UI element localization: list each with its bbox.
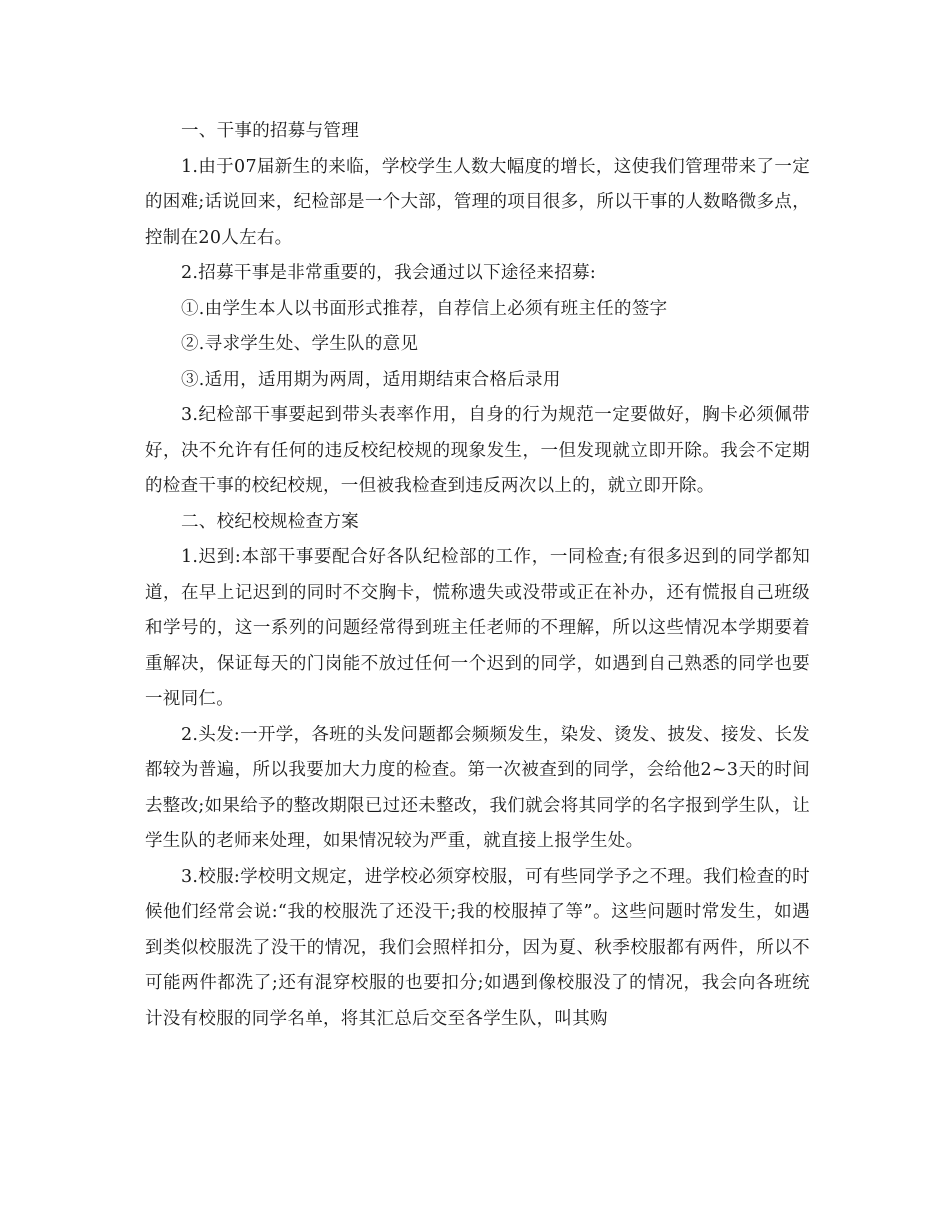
paragraph-hair: 2.头发:一开学，各班的头发问题都会频频发生，染发、烫发、披发、接发、长发都较为普遍，所以我要加大力度的检查。第一次被查到的同学，会给他2~3天的时间去整改;如果给予的整改期限已过还未整改，我们就会将其同学的名字报到学生队，让学生队的老师来处理，如果情况较为严重，就直接上报学生处。 [145, 724, 810, 851]
paragraph-staff-count: 1.由于07届新生的来临，学校学生人数大幅度的增长，这使我们管理带来了一定的困难;话说回来，纪检部是一个大部，管理的项目很多，所以干事的人数略微多点，控制在20人左右。 [145, 156, 810, 248]
list-item-recommendation: ①.由学生本人以书面形式推荐，自荐信上必须有班主任的签字 [181, 298, 668, 319]
list-item-opinions: ②.寻求学生处、学生队的意见 [181, 334, 419, 354]
section-heading-recruitment: 一、干事的招募与管理 [181, 121, 359, 141]
section-heading-inspection: 二、校纪校规检查方案 [181, 511, 359, 532]
paragraph-lateness: 1.迟到:本部干事要配合好各队纪检部的工作，一同检查;有很多迟到的同学都知道，在早上记迟到的同时不交胸卡，慌称遗失或没带或正在补办，还有慌报自己班级和学号的，这一系列的问题经常得到班主任老师的不理解，所以这些情况本学期要着重解决，保证每天的门岗能不放过任何一个迟到的同学，如遇到自己熟悉的同学也要一视同仁。 [145, 547, 810, 709]
paragraph-uniform: 3.校服:学校明文规定，进学校必须穿校服，可有些同学予之不理。我们检查的时候他们经常会说:“我的校服洗了还没干;我的校服掉了等”。这些问题时常发生，如遇到类似校服洗了没干的情况，我们会照样扣分，因为夏、秋季校服都有两件，所以不可能两件都洗了;还有混穿校服的也要扣分;如遇到像校服没了的情况，我会向各班统计没有校服的同学名单，将其汇总后交至各学生队，叫其购 [145, 866, 810, 1029]
list-item-probation: ③.适用，适用期为两周，适用期结束合格后录用 [181, 369, 561, 390]
paragraph-staff-conduct: 3.纪检部干事要起到带头表率作用，自身的行为规范一定要做好，胸卡必须佩带好，决不允许有任何的违反校纪校规的现象发生，一但发现就立即开除。我会不定期的检查干事的校纪校规，一但被我检查到违反两次以上的，就立即开除。 [145, 405, 810, 496]
document-body [145, 114, 810, 1037]
paragraph-recruit-methods: 2.招募干事是非常重要的，我会通过以下途径来招募: [181, 263, 597, 283]
